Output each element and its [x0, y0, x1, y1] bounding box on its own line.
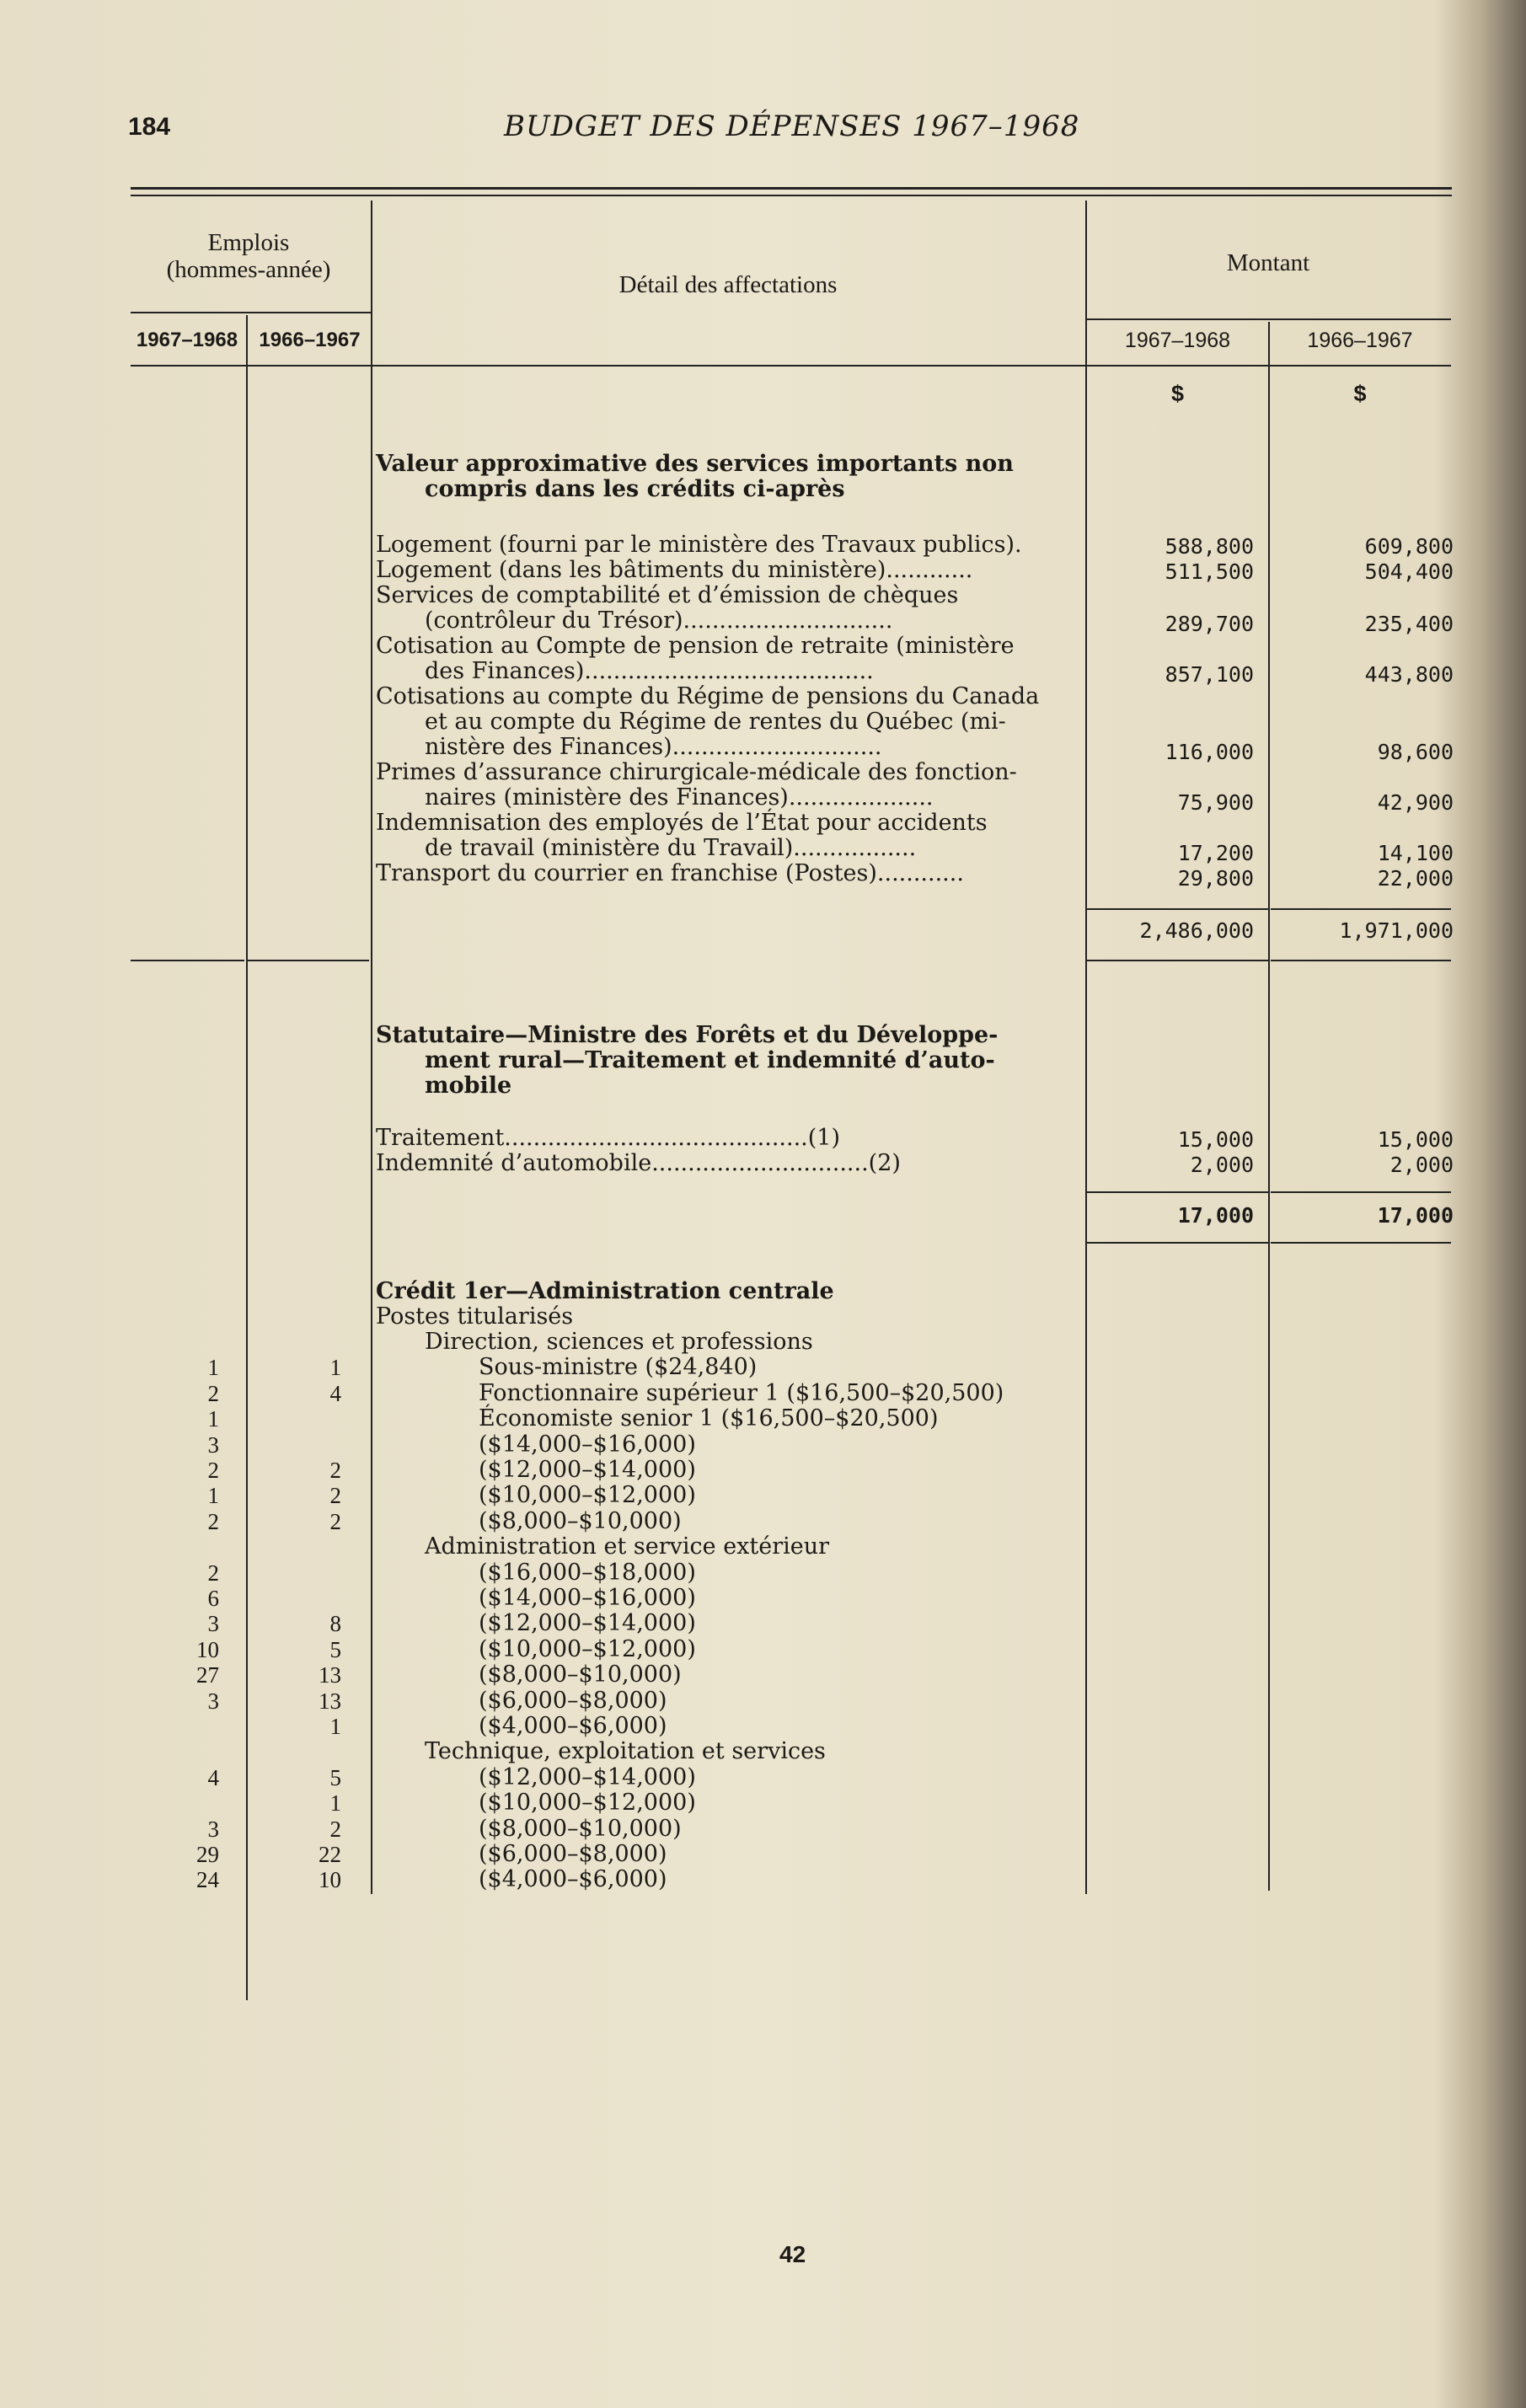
montant-year-2: 1966–1967 [1307, 329, 1413, 352]
emplois-1966-1967-cell: 2 [329, 1458, 341, 1483]
s1-row-4-line-2: des Finances)........................................ [425, 658, 874, 684]
s2-bottom-rule-b [1271, 1242, 1451, 1244]
s1-row-1-amount-b: 609,800 [1364, 534, 1454, 559]
position-line: ($10,000–$12,000) [479, 1790, 696, 1816]
montant-header: Montant [1226, 249, 1310, 276]
position-line: ($12,000–$14,000) [479, 1764, 696, 1790]
emplois-1967-1968-cell: 3 [207, 1432, 219, 1458]
position-line: ($12,000–$14,000) [479, 1610, 696, 1636]
col-rule-3 [1085, 201, 1087, 1894]
s1-row-7-line-1: Indemnisation des employés de l’État pour accidents [376, 810, 988, 836]
s1-bottom-rule-1 [131, 960, 244, 961]
emplois-1966-1967-cell: 10 [319, 1867, 341, 1892]
montant-year-1: 1967–1968 [1124, 329, 1231, 352]
emplois-rule [131, 312, 371, 313]
emplois-1967-1968-cell: 6 [207, 1586, 219, 1611]
emplois-1967-1968-cell: 3 [207, 1817, 219, 1842]
s1-bottom-rule-4 [1271, 960, 1451, 961]
emplois-1966-1967-cell: 8 [329, 1611, 341, 1636]
emplois-1966-1967-cell: 2 [329, 1817, 341, 1842]
emplois-1967-1968-cell: 1 [207, 1355, 219, 1380]
s2-row-1-amount-b: 15,000 [1377, 1127, 1454, 1152]
s2-row-1-amount-a: 15,000 [1177, 1127, 1254, 1152]
page-title: BUDGET DES DÉPENSES 1967–1968 [504, 110, 1080, 143]
position-line: ($6,000–$8,000) [479, 1841, 667, 1867]
s1-row-1-amount-a: 588,800 [1165, 534, 1254, 559]
s1-total-b: 1,971,000 [1339, 918, 1454, 943]
s1-row-8-amount-a: 29,800 [1177, 866, 1254, 891]
position-line: ($4,000–$6,000) [479, 1713, 667, 1739]
position-line: Économiste senior 1 ($16,500–$20,500) [479, 1405, 939, 1431]
s1-row-5-line-1: Cotisations au compte du Régime de pensions du Canada [376, 683, 1040, 709]
s2-total-a: 17,000 [1177, 1203, 1254, 1228]
s1-row-5-amount-a: 116,000 [1165, 740, 1254, 764]
detail-header: Détail des affectations [618, 271, 838, 298]
s1-bottom-rule-3 [1087, 960, 1269, 961]
section2-title-line3: mobile [425, 1073, 512, 1099]
montant-rule [1087, 318, 1451, 320]
emplois-1967-1968-cell: 1 [207, 1483, 219, 1508]
s1-row-5-line-2: et au compte du Régime de rentes du Québec (mi- [425, 709, 1006, 735]
page-number: 184 [128, 113, 171, 141]
emplois-1967-1968-cell: 10 [196, 1637, 219, 1662]
position-group-heading: Direction, sciences et professions [425, 1329, 813, 1355]
position-line: ($14,000–$16,000) [479, 1431, 696, 1458]
s2-total-rule-b [1271, 1191, 1451, 1193]
s2-row-2-amount-b: 2,000 [1389, 1153, 1454, 1177]
emplois-1966-1967-cell: 1 [329, 1714, 341, 1739]
emplois-1967-1968-cell: 3 [207, 1688, 219, 1714]
col-rule-2 [371, 201, 372, 1894]
top-rule-2 [131, 195, 1452, 196]
position-line: ($10,000–$12,000) [479, 1482, 696, 1508]
section2-title-line2: ment rural—Traitement et indemnité d’auto- [425, 1047, 995, 1073]
position-line: Fonctionnaire supérieur 1 ($16,500–$20,500) [479, 1380, 1004, 1406]
emplois-1966-1967-cell: 2 [329, 1509, 341, 1534]
s1-row-3-amount-a: 289,700 [1165, 612, 1254, 636]
s1-row-8-line-1: Transport du courrier en franchise (Postes)............ [376, 860, 964, 886]
emplois-1967-1968-cell: 1 [207, 1406, 219, 1431]
s1-row-6-amount-b: 42,900 [1377, 790, 1454, 815]
position-line: Sous-ministre ($24,840) [479, 1354, 758, 1380]
position-line: ($10,000–$12,000) [479, 1636, 696, 1662]
s2-bottom-rule-a [1087, 1242, 1269, 1244]
emplois-year-2: 1966–1967 [259, 329, 361, 351]
folio: 42 [779, 2241, 806, 2267]
emplois-1966-1967-cell: 22 [319, 1842, 341, 1867]
s1-row-4-line-1: Cotisation au Compte de pension de retraite (ministère [376, 633, 1015, 659]
emplois-1966-1967-cell: 1 [329, 1790, 341, 1816]
s1-row-2-amount-a: 511,500 [1165, 559, 1254, 584]
emplois-1967-1968-cell: 3 [207, 1611, 219, 1636]
emplois-label: Emplois [207, 229, 290, 256]
emplois-1966-1967-cell: 1 [329, 1355, 341, 1380]
s1-row-7-amount-b: 14,100 [1377, 841, 1454, 865]
s1-total-rule-a [1087, 908, 1269, 910]
s2-row-indemnite: Indemnité d’automobile..............................(2) [376, 1150, 901, 1176]
section3-title: Crédit 1er—Administration centrale [376, 1278, 834, 1304]
s1-row-6-line-2: naires (ministère des Finances).................... [425, 784, 934, 811]
emplois-1967-1968-cell: 4 [207, 1765, 219, 1790]
s2-total-b: 17,000 [1377, 1203, 1454, 1228]
emplois-1967-1968-cell: 2 [207, 1381, 219, 1406]
position-group-heading: Administration et service extérieur [425, 1533, 830, 1560]
s1-row-4-amount-b: 443,800 [1364, 662, 1454, 687]
emplois-1967-1968-cell: 29 [196, 1842, 219, 1867]
emplois-1967-1968-cell: 27 [196, 1662, 219, 1688]
s2-total-rule-a [1087, 1191, 1269, 1193]
emplois-1967-1968-cell: 24 [196, 1867, 219, 1892]
dollar-2: $ [1353, 381, 1367, 406]
emplois-sublabel: (hommes-année) [166, 256, 331, 283]
s1-row-7-amount-a: 17,200 [1177, 841, 1254, 865]
col-rule-1 [246, 315, 248, 2000]
emplois-1967-1968-cell: 2 [207, 1560, 219, 1586]
emplois-1966-1967-cell: 4 [329, 1381, 341, 1406]
section1-title-line2: compris dans les crédits ci-après [425, 476, 845, 502]
s1-row-1-line-1: Logement (fourni par le ministère des Travaux publics). [376, 532, 1022, 558]
position-line: ($8,000–$10,000) [479, 1508, 682, 1534]
s1-row-5-line-3: nistère des Finances)............................. [425, 734, 882, 760]
emplois-1966-1967-cell: 5 [329, 1637, 341, 1662]
position-line: ($14,000–$16,000) [479, 1585, 696, 1611]
s1-total-a: 2,486,000 [1139, 918, 1254, 943]
header-bottom-rule [131, 365, 1451, 367]
s1-total-rule-b [1271, 908, 1451, 910]
section1-title-line1: Valeur approximative des services importants non [376, 451, 1014, 477]
s1-row-6-amount-a: 75,900 [1177, 790, 1254, 815]
position-line: ($6,000–$8,000) [479, 1688, 667, 1714]
s1-row-8-amount-b: 22,000 [1377, 866, 1454, 891]
emplois-1967-1968-cell: 2 [207, 1509, 219, 1534]
s2-row-2-amount-a: 2,000 [1190, 1153, 1254, 1177]
emplois-year-1: 1967–1968 [136, 329, 238, 351]
emplois-1967-1968-cell: 2 [207, 1458, 219, 1483]
position-line: ($8,000–$10,000) [479, 1662, 682, 1688]
s1-row-2-amount-b: 504,400 [1364, 559, 1454, 584]
emplois-1966-1967-cell: 13 [319, 1662, 341, 1688]
section3-subtitle: Postes titularisés [376, 1303, 574, 1330]
position-group-heading: Technique, exploitation et services [425, 1738, 826, 1764]
emplois-1966-1967-cell: 13 [319, 1688, 341, 1714]
col-rule-4 [1268, 322, 1270, 1891]
position-line: ($12,000–$14,000) [479, 1457, 696, 1483]
s1-row-6-line-1: Primes d’assurance chirurgicale-médicale des fonction- [376, 759, 1017, 785]
s1-row-7-line-2: de travail (ministère du Travail)................. [425, 835, 917, 861]
s1-bottom-rule-2 [248, 960, 369, 961]
position-line: ($16,000–$18,000) [479, 1560, 696, 1586]
s1-row-3-line-1: Services de comptabilité et d’émission de chèques [376, 582, 959, 608]
s1-row-5-amount-b: 98,600 [1377, 740, 1454, 764]
emplois-header [126, 229, 371, 283]
s1-row-2-line-1: Logement (dans les bâtiments du ministère)............ [376, 557, 973, 583]
dollar-1: $ [1170, 381, 1185, 406]
emplois-1966-1967-cell: 5 [329, 1765, 341, 1790]
position-line: ($4,000–$6,000) [479, 1866, 667, 1892]
s2-row-traitement: Traitement..........................................(1) [376, 1125, 841, 1151]
top-rule [131, 187, 1452, 190]
emplois-1966-1967-cell: 2 [329, 1483, 341, 1508]
s1-row-3-amount-b: 235,400 [1364, 612, 1454, 636]
section2-title-line1: Statutaire—Ministre des Forêts et du Développe- [376, 1022, 999, 1048]
s1-row-3-line-2: (contrôleur du Trésor)............................. [425, 607, 893, 634]
position-line: ($8,000–$10,000) [479, 1816, 682, 1842]
s1-row-4-amount-a: 857,100 [1165, 662, 1254, 687]
